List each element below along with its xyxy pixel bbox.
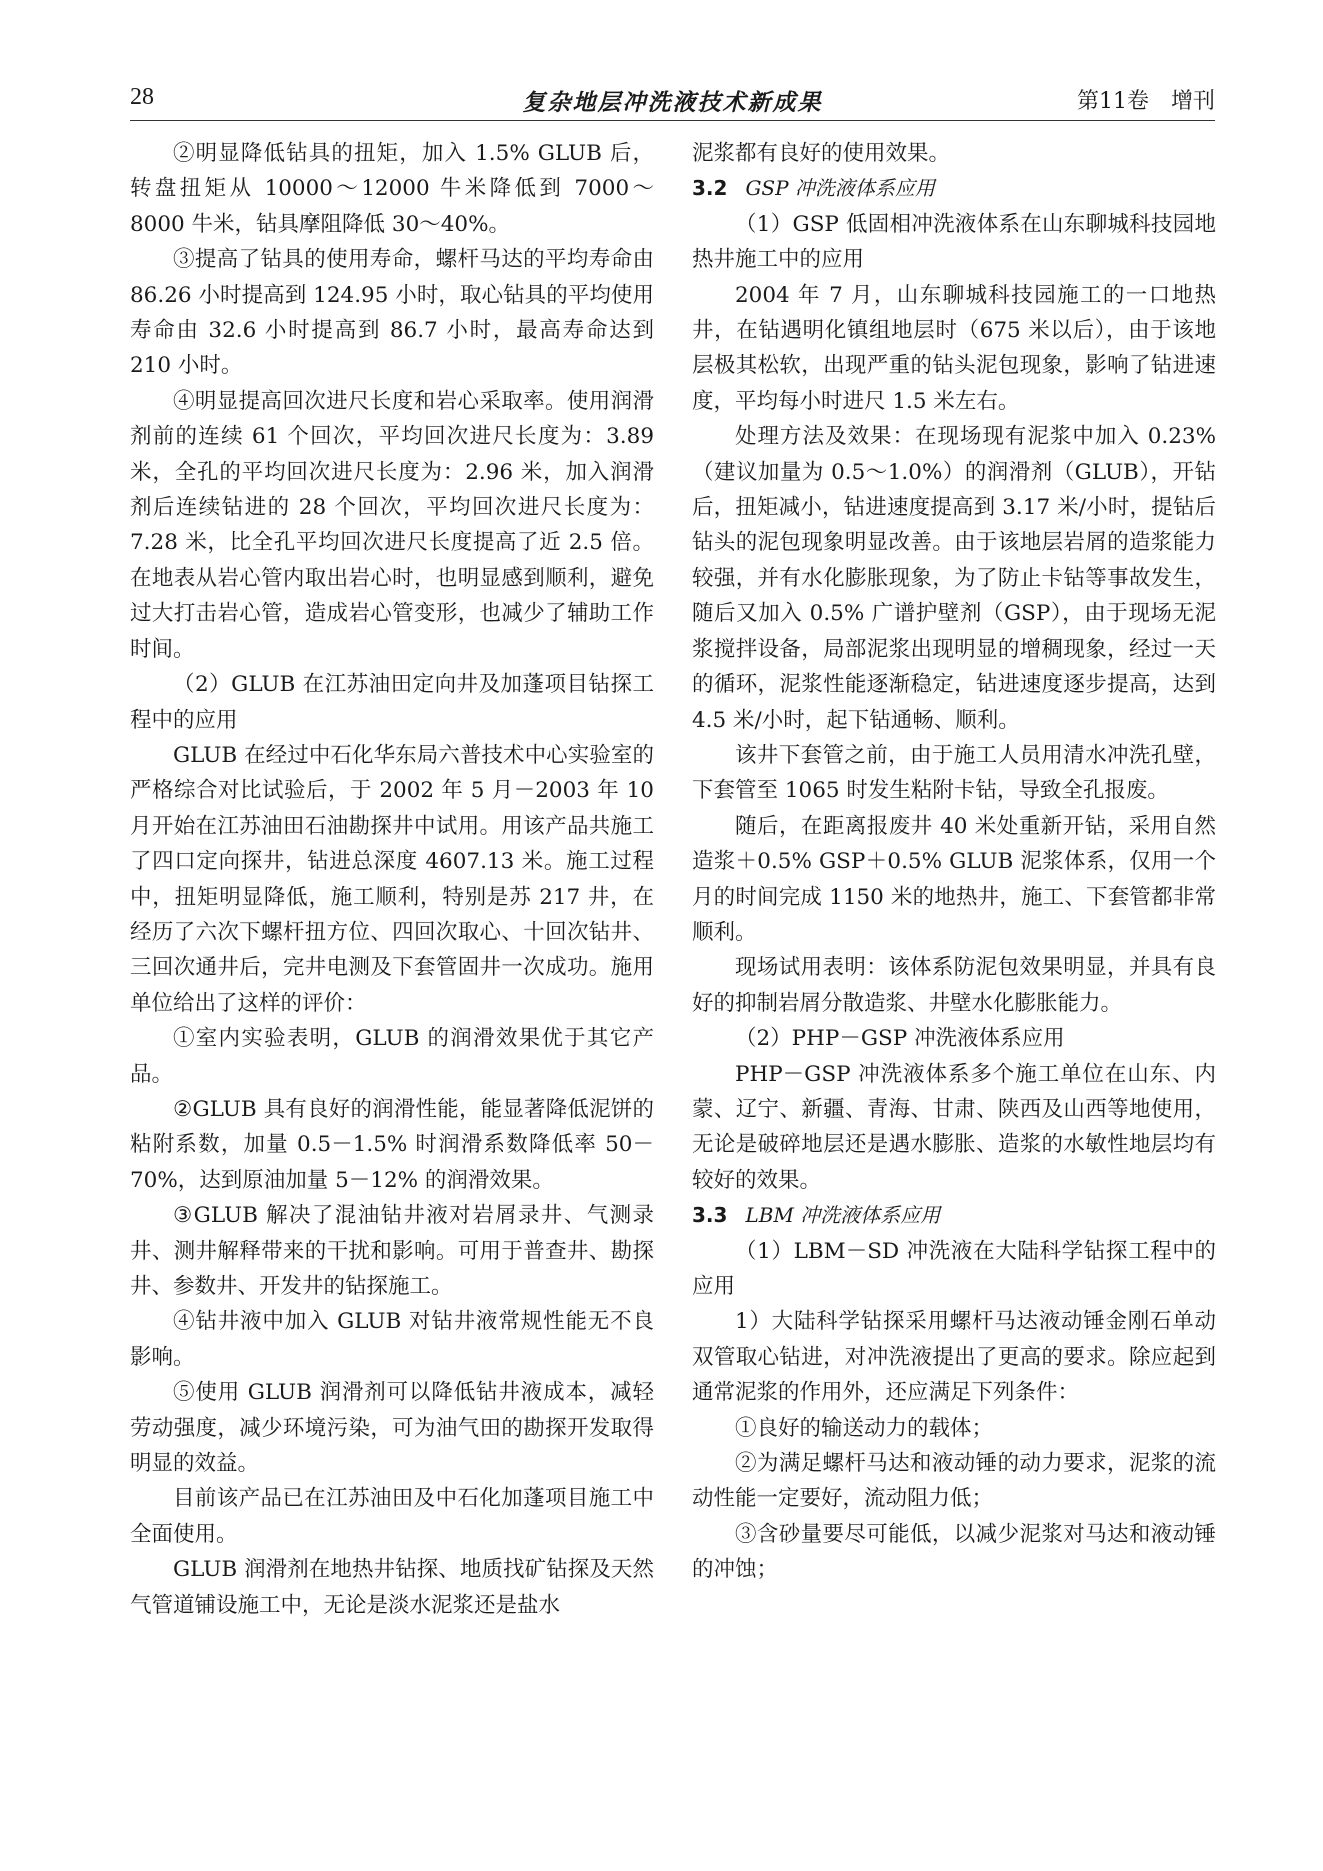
paragraph: 目前该产品已在江苏油田及中石化加蓬项目施工中全面使用。: [130, 1486, 654, 1547]
paragraph: PHP－GSP 冲洗液体系多个施工单位在山东、内蒙、辽宁、新疆、青海、甘肃、陕西及山西等地使用，无论是破碎地层还是遇水膨胀、造浆的水敏性地层均有较好的效果。: [692, 1061, 1216, 1193]
paragraph: ②GLUB 具有良好的润滑性能，能显著降低泥饼的粘附系数，加量 0.5－1.5% 时润滑系数降低率 50－70%，达到原油加量 5－12% 的润滑效果。: [130, 1096, 654, 1193]
paragraph: 2004 年 7 月，山东聊城科技园施工的一口地热井，在钻遇明化镇组地层时（675 米以后），由于该地层极其松软，出现严重的钻头泥包现象，影响了钻进速度，平均每小时进尺 1.5 米左右。: [692, 282, 1216, 414]
right-column: [692, 136, 1216, 1588]
paragraph: 现场试用表明：该体系防泥包效果明显，并具有良好的抑制岩屑分散造浆、井壁水化膨胀能力。: [692, 955, 1216, 1016]
paragraph: ⑤使用 GLUB 润滑剂可以降低钻井液成本，减轻劳动强度，减少环境污染，可为油气田的勘探开发取得明显的效益。: [130, 1380, 654, 1477]
paragraph: ③提高了钻具的使用寿命，螺杆马达的平均寿命由 86.26 小时提高到 124.95 小时，取心钻具的平均使用寿命由 32.6 小时提高到 86.7 小时，最高寿命达到 210 小时。: [130, 247, 654, 379]
paragraph: ②为满足螺杆马达和液动锤的动力要求，泥浆的流动性能一定要好，流动阻力低；: [692, 1451, 1216, 1512]
paragraph: 1）大陆科学钻探采用螺杆马达液动锤金刚石单动双管取心钻进，对冲洗液提出了更高的要求。除应起到通常泥浆的作用外，还应满足下列条件：: [692, 1309, 1216, 1406]
section-heading: [692, 1198, 1216, 1233]
running-title: 复杂地层冲洗液技术新成果: [522, 89, 823, 116]
page-number: 28: [130, 84, 154, 110]
paragraph: 泥浆都有良好的使用效果。: [692, 141, 951, 166]
paragraph: ①良好的输送动力的载体；: [735, 1415, 994, 1441]
paragraph: 随后，在距离报废井 40 米处重新开钻，采用自然造浆＋0.5% GSP＋0.5% GLUB 泥浆体系，仅用一个月的时间完成 1150 米的地热井，施工、下套管都非常顺利。: [692, 813, 1216, 945]
section-number: 3.2: [692, 176, 728, 201]
paragraph: ④钻井液中加入 GLUB 对钻井液常规性能无不良影响。: [130, 1309, 654, 1370]
paragraph: （2）GLUB 在江苏油田定向井及加蓬项目钻探工程中的应用: [130, 672, 654, 733]
paragraph: ④明显提高回次进尺长度和岩心采取率。使用润滑剂前的连续 61 个回次，平均回次进尺长度为：3.89 米，全孔的平均回次进尺长度为：2.96 米，加入润滑剂后连续钻进的 28 个回次，平均回次进尺长度为：7.28 米，比全孔平均回次进尺长度提高了近 2.5 倍。在地表从岩心管内取出岩心时，也明显感到顺利，避免过大打击岩心管，造成岩心管变形，也减少了辅助工作时间。: [130, 388, 654, 662]
section-title: LBM 冲洗液体系应用: [745, 1203, 941, 1228]
paragraph: GLUB 润滑剂在地热井钻探、地质找矿钻探及天然气管道铺设施工中，无论是淡水泥浆还是盐水: [130, 1557, 654, 1618]
paragraph: （1）GSP 低固相冲洗液体系在山东聊城科技园地热井施工中的应用: [692, 211, 1216, 273]
paragraph: 该井下套管之前，由于施工人员用清水冲洗孔壁，下套管至 1065 时发生粘附卡钻，导致全孔报废。: [692, 742, 1216, 804]
paragraph: （1）LBM－SD 冲洗液在大陆科学钻探工程中的应用: [692, 1238, 1216, 1299]
paragraph: ③含砂量要尽可能低，以减少泥浆对马达和液动锤的冲蚀；: [692, 1521, 1216, 1583]
page-header: [130, 84, 1215, 118]
paragraph: 处理方法及效果：在现场现有泥浆中加入 0.23%（建议加量为 0.5～1.0%）的润滑剂（GLUB），开钻后，扭矩减小，钻进速度提高到 3.17 米/小时，提钻后钻头的泥包现象明显改善。由于该地层岩屑的造浆能力较强，并有水化膨胀现象，为了防止卡钻等事故发生，随后又加入 0.5% 广谱护壁剂（GSP），由于现场无泥浆搅拌设备，局部泥浆出现明显的增稠现象，经过一天的循环，泥浆性能逐渐稳定，钻进速度逐步提高，达到 4.5 米/小时，起下钻通畅、顺利。: [692, 424, 1216, 733]
paragraph: ③GLUB 解决了混油钻井液对岩屑录井、气测录井、测井解释带来的干扰和影响。可用于普查井、勘探井、参数井、开发井的钻探施工。: [130, 1203, 654, 1299]
paragraph: ②明显降低钻具的扭矩，加入 1.5% GLUB 后，转盘扭矩从 10000～12000 牛米降低到 7000～8000 牛米，钻具摩阻降低 30～40%。: [130, 141, 654, 237]
left-column: [130, 136, 654, 1623]
header-rule: [130, 120, 1215, 121]
paragraph: GLUB 在经过中石化华东局六普技术中心实验室的严格综合对比试验后，于 2002 年 5 月－2003 年 10 月开始在江苏油田石油勘探井中试用。用该产品共施工了四口定向探井，钻进总深度 4607.13 米。施工过程中，扭矩明显降低，施工顺利，特别是苏 217 井，在经历了六次下螺杆扭方位、四回次取心、十回次钻井、三回次通井后，完井电测及下套管固井一次成功。施用单位给出了这样的评价：: [130, 742, 654, 1016]
section-heading: [692, 171, 1216, 206]
section-title: GSP 冲洗液体系应用: [745, 176, 935, 201]
paragraph: （2）PHP－GSP 冲洗液体系应用: [735, 1026, 1065, 1052]
volume-info: 第11卷 增刊: [1077, 89, 1215, 114]
paragraph: ①室内实验表明，GLUB 的润滑效果优于其它产品。: [130, 1026, 654, 1087]
section-number: 3.3: [692, 1203, 728, 1228]
